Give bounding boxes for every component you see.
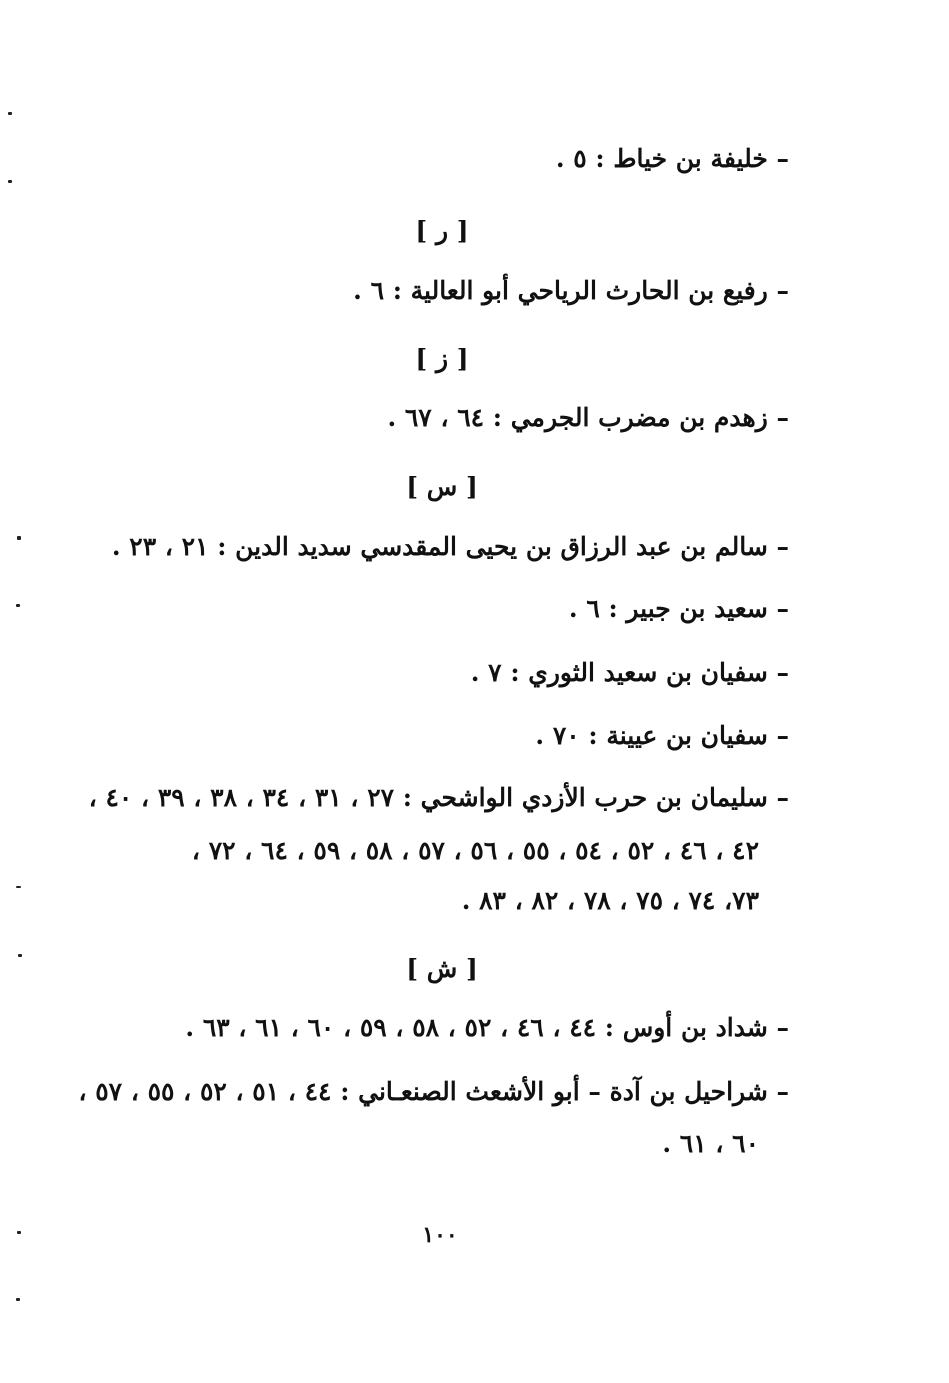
index-entry: – سفيان بن سعيد الثوري : ٧ . [470,658,789,687]
index-entry: – زهدم بن مضرب الجرمي : ٦٤ ، ٦٧ . [387,403,789,432]
index-entry: – شداد بن أوس : ٤٤ ، ٤٦ ، ٥٢ ، ٥٨ ، ٥٩ ، ٦٠ ، ٦١ ، ٦٣ . [185,1013,789,1042]
scan-speck [8,112,12,115]
index-entry: – سالم بن عبد الرزاق بن يحيى المقدسي سديد الدين : ٢١ ، ٢٣ . [111,532,789,561]
scan-speck [16,886,21,888]
scan-speck [17,536,21,540]
letter-heading: [ س ] [406,472,478,501]
index-entry: – سعيد بن جبير : ٦ . [568,594,789,623]
scan-speck [17,1231,21,1234]
scan-speck [16,604,20,607]
scan-speck [18,954,22,957]
index-entry: – سفيان بن عيينة : ٧٠ . [535,721,789,750]
index-entry-continuation: ٤٢ ، ٤٦ ، ٥٢ ، ٥٤ ، ٥٥ ، ٥٦ ، ٥٧ ، ٥٨ ، ٥٩ ، ٦٤ ، ٧٢ ، [191,836,759,865]
letter-heading: [ ر ] [415,216,469,245]
page-number: ١٠٠ [422,1222,458,1248]
letter-heading: [ ش ] [406,954,478,983]
scan-speck [16,1298,20,1301]
index-entry: – رفيع بن الحارث الرياحي أبو العالية : ٦ . [353,276,789,305]
index-entry: – شراحيل بن آدة – أبو الأشعث الصنعـاني : ٤٤ ، ٥١ ، ٥٢ ، ٥٥ ، ٥٧ ، [78,1077,789,1106]
index-entry-continuation: ٧٣، ٧٤ ، ٧٥ ، ٧٨ ، ٨٢ ، ٨٣ . [461,886,759,915]
index-entry-continuation: ٦٠ ، ٦١ . [662,1129,759,1158]
index-entry: – سليمان بن حرب الأزدي الواشحي : ٢٧ ، ٣١ ، ٣٤ ، ٣٨ ، ٣٩ ، ٤٠ ، [88,783,789,812]
index-entry: – خليفة بن خياط : ٥ . [555,144,789,173]
letter-heading: [ ز ] [415,344,469,373]
scan-speck [8,180,12,183]
